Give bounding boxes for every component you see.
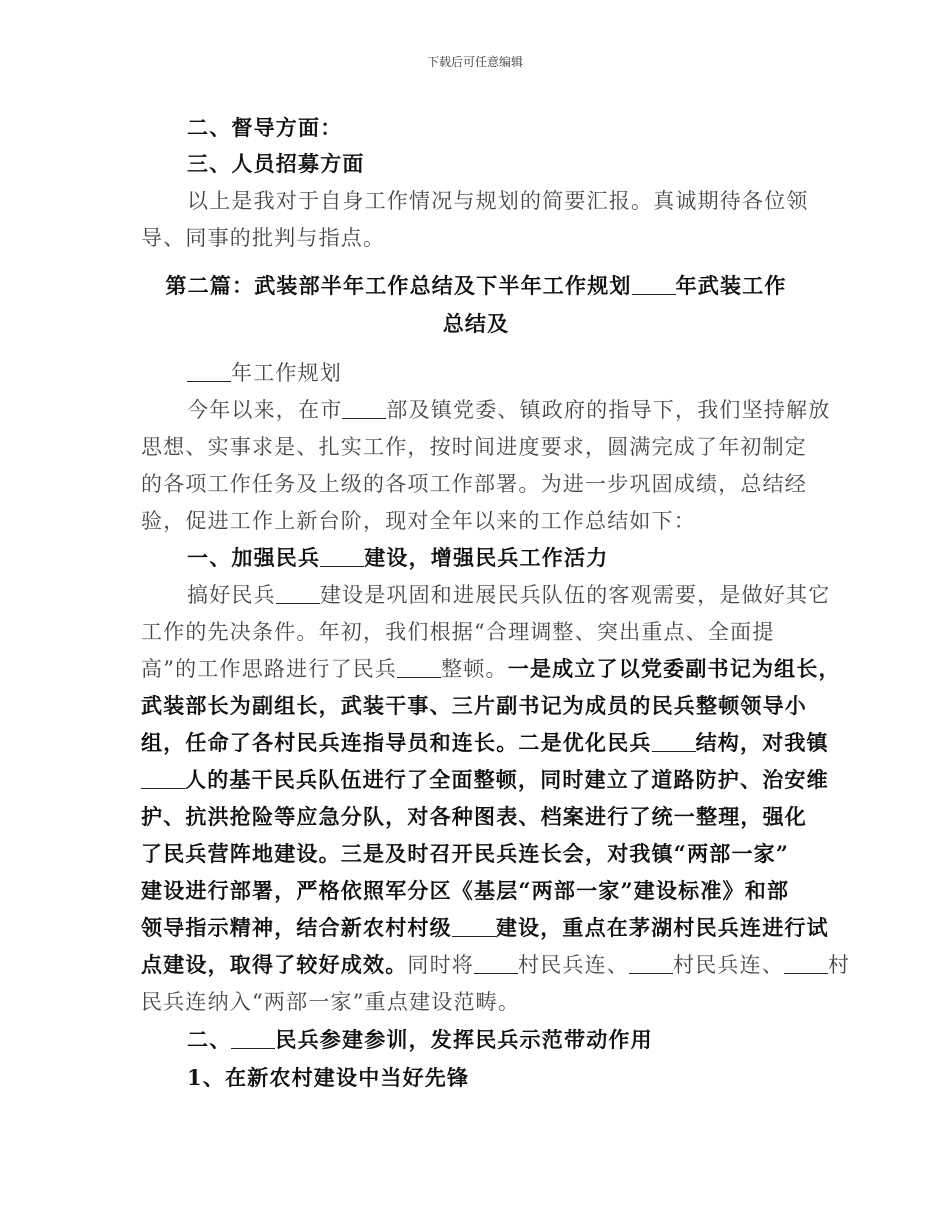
text: 领导指示精神，结合新农村村级: [141, 915, 452, 940]
paragraph-line: 民兵连纳入“两部一家”重点建设范畴。: [141, 990, 521, 1014]
paragraph-line: 的各项工作任务及上级的各项工作部署。为进一步巩固成绩，总结经: [141, 472, 807, 496]
section-heading: [187, 540, 608, 576]
text: 高”的工作思路进行了民兵: [141, 657, 398, 681]
blank-underline: [784, 951, 828, 974]
blank-underline: [632, 272, 676, 295]
section-heading: 三、人员招募方面: [187, 151, 365, 176]
blank-underline: [342, 396, 386, 419]
section-heading: 1、在新农村建设中当好先锋: [187, 1065, 470, 1090]
section-heading: [187, 1022, 653, 1058]
text: 结构，对我镇: [695, 730, 829, 755]
text: 二、: [187, 1027, 232, 1052]
text: 部及镇党委、镇政府的指导下，我们坚持解放: [386, 398, 831, 422]
page-header: 下载后可任意编辑: [426, 55, 523, 69]
text: 村民兵连、: [673, 953, 785, 977]
title-text: 第二篇：武装部半年工作总结及下半年工作规划: [165, 273, 632, 298]
text: 年工作规划: [231, 361, 342, 385]
blank-underline: [474, 951, 518, 974]
blank-underline: [452, 914, 496, 937]
bold-text: 点建设，取得了较好成效。: [141, 952, 408, 977]
blank-underline: [629, 951, 673, 974]
text: 同时将: [407, 953, 475, 977]
blank-underline: [231, 1026, 275, 1049]
paragraph-line: [141, 947, 850, 983]
paragraph-line: 建设进行部署，严格依照军分区《基层“两部一家”建设标准》和部: [141, 878, 790, 903]
chapter-title: 总结及: [442, 311, 510, 336]
bold-text: 一是成立了以党委副书记为组长，: [507, 656, 841, 681]
blank-underline: [187, 359, 231, 382]
paragraph-line: 工作的先决条件。年初，我们根据“合理调整、突出重点、全面提: [141, 620, 775, 644]
paragraph-line: [187, 577, 830, 613]
blank-underline: [276, 581, 320, 604]
paragraph-line: [141, 651, 841, 687]
text: 组，任命了各村民兵连指导员和连长。二是优化民兵: [141, 730, 652, 755]
paragraph-line: [141, 910, 829, 946]
paragraph-line: [187, 355, 342, 391]
chapter-title: [141, 268, 811, 304]
text: 村: [828, 953, 851, 977]
blank-underline: [320, 544, 364, 567]
text: 民兵参建参训，发挥民兵示范带动作用: [275, 1027, 653, 1052]
text: 一、加强民兵: [187, 545, 321, 570]
paragraph-line: [141, 725, 829, 761]
text: 今年以来，在市: [187, 398, 343, 422]
blank-underline: [652, 729, 696, 752]
paragraph-line: [141, 762, 829, 798]
paragraph-line: 护、抗洪抢险等应急分队，对各种图表、档案进行了统一整理，强化: [141, 804, 807, 829]
paragraph-line: 导、同事的批判与指点。: [141, 226, 386, 250]
text: 建设，重点在茅湖村民兵连进行试: [495, 915, 829, 940]
paragraph-line: 验，促进工作上新台阶，现对全年以来的工作总结如下：: [141, 509, 696, 533]
text: 村民兵连、: [518, 953, 630, 977]
blank-underline: [141, 766, 185, 789]
paragraph-line: 以上是我对于自身工作情况与规划的简要汇报。真诚期待各位领: [187, 189, 809, 213]
paragraph-line: 了民兵营阵地建设。三是及时召开民兵连长会，对我镇“两部一家”: [141, 841, 790, 866]
text: 整顿。: [441, 657, 508, 681]
blank-underline: [397, 655, 441, 678]
title-text: 年武装工作: [675, 273, 787, 298]
paragraph-line: 思想、实事求是、扎实工作，按时间进度要求，圆满完成了年初制定: [141, 435, 807, 459]
section-heading: 二、督导方面：: [187, 115, 343, 140]
text: 建设是巩固和进展民兵队伍的客观需要，是做好其它: [319, 583, 831, 607]
text: 建设，增强民兵工作活力: [364, 545, 609, 570]
paragraph-line: [187, 392, 830, 428]
text: 人的基干民兵队伍进行了全面整顿，同时建立了道路防护、治安维: [185, 767, 829, 792]
text: 搞好民兵: [187, 583, 276, 607]
paragraph-line: 武装部长为副组长，武装干事、三片副书记为成员的民兵整顿领导小: [141, 693, 807, 718]
